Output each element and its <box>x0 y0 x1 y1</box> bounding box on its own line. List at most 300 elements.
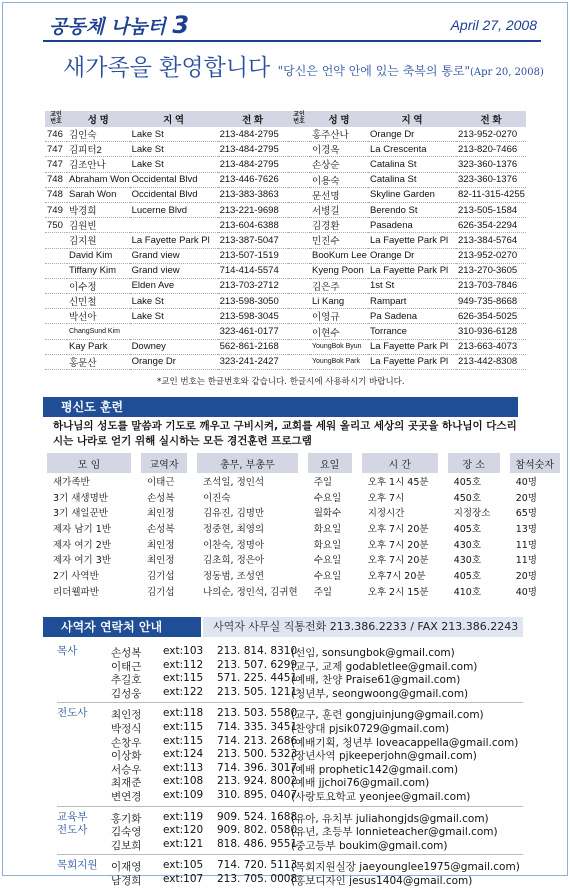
member-name: David Kim <box>67 248 130 263</box>
member-region: Lake St <box>130 309 218 324</box>
training-cell: 최인정 <box>147 539 175 551</box>
staff-role: 목사 <box>57 645 78 657</box>
training-cell: 수요일 <box>313 492 342 504</box>
staff-phone: 213. 507. 6299 <box>217 658 298 671</box>
header-gap <box>298 453 308 473</box>
training-cell: 405호 <box>453 523 481 535</box>
training-row <box>47 489 560 505</box>
staff-ext: ext:118 <box>163 707 204 720</box>
member-phone: 213-598-3050 <box>218 294 288 309</box>
training-cell: 월화수 <box>313 508 342 520</box>
staff-group-divider <box>57 702 523 703</box>
training-cell: 화요일 <box>313 523 342 535</box>
member-region: Pasadena <box>368 218 456 233</box>
member-number <box>288 324 310 339</box>
newcomer-row <box>288 187 526 202</box>
cell-gap <box>352 536 362 552</box>
cell-gap <box>187 567 197 583</box>
newcomer-row <box>288 263 526 278</box>
staff-name: 김숙영 <box>111 826 142 839</box>
staff-phone: 310. 895. 0407 <box>217 789 298 801</box>
training-header-cell: 총무, 부총무 <box>197 453 298 473</box>
training-cell: 김기섭 <box>147 586 175 598</box>
member-name: 홍문산 <box>67 354 130 369</box>
member-phone: 213-446-7626 <box>218 172 288 187</box>
member-region: Catalina St <box>368 172 456 187</box>
cell-gap <box>298 520 308 536</box>
cell-gap <box>298 567 308 583</box>
training-cell: 405호 <box>453 570 481 582</box>
training-cell: 정동범, 조성연 <box>203 570 265 582</box>
member-phone: 213-383-3863 <box>218 187 288 202</box>
newcomer-header-row <box>45 111 288 127</box>
training-cell: 13명 <box>515 523 537 535</box>
training-header-cell: 장 소 <box>448 453 500 473</box>
training-cell: 화요일 <box>313 539 342 551</box>
member-phone: 213-663-4073 <box>456 339 526 354</box>
member-phone: 323-241-2427 <box>218 354 288 369</box>
member-region: 1st St <box>368 278 456 293</box>
member-region: La Fayette Park Pl <box>368 263 456 278</box>
member-region: Lake St <box>130 142 218 157</box>
cell-gap <box>298 536 308 552</box>
member-phone: 626-354-2294 <box>456 218 526 233</box>
newcomer-row <box>45 187 288 202</box>
member-number <box>288 309 310 324</box>
newcomer-row <box>45 157 288 172</box>
newcomer-header-region: 지 역 <box>130 111 218 127</box>
training-cell: 65명 <box>515 508 537 520</box>
staff-note: (예배기획, 청년부 loveacappella@gmail.com) <box>291 736 519 749</box>
member-number: 746 <box>45 127 67 142</box>
training-row <box>47 473 560 489</box>
newcomer-row <box>45 142 288 157</box>
member-region: Grand view <box>130 263 218 278</box>
training-cell: 40명 <box>515 586 537 598</box>
member-name: 박경희 <box>67 202 130 217</box>
training-cell: 조석일, 정인석 <box>203 476 265 488</box>
staff-note: (장년사역 pjkeeperjohn@gmail.com) <box>291 750 477 763</box>
staff-ext: ext:112 <box>163 658 204 671</box>
cell-gap <box>438 567 448 583</box>
staff-role: 전도사 <box>57 707 88 720</box>
staff-phone: 909. 802. 0580 <box>217 824 298 837</box>
training-cell: 오후 7시 <box>367 492 405 504</box>
header-gap <box>131 453 141 473</box>
newcomer-note: *교인 번호는 한글번호와 같습니다. 한글시에 사용하시기 바랍니다. <box>157 377 405 387</box>
newcomer-row <box>45 263 288 278</box>
member-name: YoungBok Byun <box>310 339 368 354</box>
member-name: 신민철 <box>67 294 130 309</box>
staff-name: 남경희 <box>111 875 142 887</box>
cell-gap <box>187 536 197 552</box>
newcomer-row <box>45 127 288 142</box>
cell-gap <box>438 473 448 489</box>
member-name: Abraham Won <box>67 172 130 187</box>
training-cell: 430호 <box>453 555 481 567</box>
member-name: 김인숙 <box>67 127 130 142</box>
member-region: Lake St <box>130 157 218 172</box>
newcomer-row <box>288 339 526 354</box>
cell-gap <box>298 551 308 567</box>
member-phone: 213-598-3045 <box>218 309 288 324</box>
staff-note: (사랑토요학교 yeonjee@gmail.com) <box>291 791 471 803</box>
member-number <box>288 354 310 369</box>
staff-ext: ext:115 <box>163 721 204 733</box>
newcomer-row <box>45 309 288 324</box>
member-number <box>45 233 67 248</box>
member-number <box>45 339 67 354</box>
member-name: 문선명 <box>310 187 368 202</box>
cell-gap <box>500 504 510 520</box>
member-number: 750 <box>45 218 67 233</box>
cell-gap <box>438 583 448 599</box>
staff-phone: 909. 524. 1688 <box>217 810 298 823</box>
newcomer-row <box>288 202 526 217</box>
newcomer-row <box>45 248 288 263</box>
member-region: Orange Dr <box>368 248 456 263</box>
training-row <box>47 520 560 536</box>
newcomer-row <box>288 218 526 233</box>
cell-gap <box>298 473 308 489</box>
staff-phone: 714. 335. 3451 <box>217 721 298 733</box>
cell-gap <box>500 520 510 536</box>
training-cell: 리더웰파반 <box>53 586 99 598</box>
staff-note: (유아, 유치부 juliahongjds@gmail.com) <box>291 812 489 825</box>
cell-gap <box>187 551 197 567</box>
training-header-cell: 모 임 <box>47 453 131 473</box>
page-title: 공동체 나눔터 3 <box>49 11 190 39</box>
member-phone: 323-360-1376 <box>456 172 526 187</box>
member-number <box>45 278 67 293</box>
member-number <box>288 142 310 157</box>
training-section-title: 평신도 훈련 <box>43 397 518 417</box>
training-cell: 제자 여기 2반 <box>53 539 111 551</box>
staff-phone: 571. 225. 4451 <box>217 672 298 685</box>
member-name: 김원빈 <box>67 218 130 233</box>
member-phone: 949-735-8668 <box>456 294 526 309</box>
staff-name: 이재영 <box>111 861 142 874</box>
cell-gap <box>500 567 510 583</box>
staff-name: 변연경 <box>111 791 142 803</box>
training-cell: 김기섭 <box>147 570 175 582</box>
newcomer-header-row <box>288 111 526 127</box>
staff-phone: 213. 924. 8002 <box>217 775 298 788</box>
member-phone: 213-387-5047 <box>218 233 288 248</box>
training-cell: 주일 <box>313 586 333 598</box>
member-phone: 213-384-5764 <box>456 233 526 248</box>
member-region: Pa Sadena <box>368 309 456 324</box>
member-number: 748 <box>45 172 67 187</box>
member-phone: 213-484-2795 <box>218 127 288 142</box>
cell-gap <box>187 520 197 536</box>
newcomer-header-no: 교인 번호 <box>45 111 67 127</box>
training-cell: 오후 7시 20분 <box>367 523 429 535</box>
staff-ext: ext:105 <box>163 859 204 872</box>
training-cell: 오후 7시 20분 <box>367 555 429 567</box>
training-row <box>47 567 560 583</box>
cell-gap <box>500 551 510 567</box>
cell-gap <box>187 473 197 489</box>
welcome-heading: 새가족을 환영합니다 "당신은 언약 안에 있는 축복의 통로"(Apr 20, 2008) <box>63 55 544 81</box>
training-cell: 3기 새생명반 <box>53 492 108 504</box>
training-row <box>47 583 560 599</box>
member-phone: 213-604-6388 <box>218 218 288 233</box>
staff-phone: 213. 500. 5323 <box>217 748 298 761</box>
staff-phone: 213. 705. 0008 <box>217 873 298 885</box>
member-region: Rampart <box>368 294 456 309</box>
member-region: Grand view <box>130 248 218 263</box>
newcomer-row <box>288 248 526 263</box>
member-region: Catalina St <box>368 157 456 172</box>
member-phone: 213-820-7466 <box>456 142 526 157</box>
member-number <box>45 309 67 324</box>
member-name: 박선아 <box>67 309 130 324</box>
cell-gap <box>298 489 308 505</box>
member-phone: 310-936-6128 <box>456 324 526 339</box>
training-cell: 405호 <box>453 476 481 488</box>
staff-note: (예배, 찬양 Praise61@gmail.com) <box>291 674 461 687</box>
training-cell: 손성복 <box>147 492 175 504</box>
member-region: Lake St <box>130 127 218 142</box>
staff-role: 교육부 전도사 <box>57 810 88 837</box>
cell-gap <box>352 504 362 520</box>
staff-note: (목회지원실장 jaeyounglee1975@gmail.com) <box>291 861 520 874</box>
member-name: BooKum Lee <box>310 248 368 263</box>
cell-gap <box>500 489 510 505</box>
member-name: Li Kang <box>310 294 368 309</box>
staff-group-divider <box>57 854 523 855</box>
newcomer-header-no: 교인 번호 <box>288 111 310 127</box>
newcomer-table-right <box>288 111 526 370</box>
staff-note: (청년부, seongwoong@gmail.com) <box>291 687 469 700</box>
member-phone: 213-505-1584 <box>456 202 526 217</box>
staff-ext: ext:108 <box>163 775 204 788</box>
staff-note: (교구, 교제 godabletlee@gmail.com) <box>291 660 478 673</box>
member-phone: 323-461-0177 <box>218 324 288 339</box>
training-header-cell: 교역자 <box>141 453 187 473</box>
training-cell: 11명 <box>515 555 537 567</box>
member-region: La Fayette Park Pl <box>368 233 456 248</box>
staff-name: 김보희 <box>111 839 142 852</box>
training-header-row <box>47 453 560 473</box>
cell-gap <box>187 504 197 520</box>
staff-note: (찬양대 pjsik0729@gmail.com) <box>291 723 450 735</box>
member-region: La Fayette Park Pl <box>368 339 456 354</box>
member-name: Sarah Won <box>67 187 130 202</box>
cell-gap <box>131 520 141 536</box>
member-phone: 562-861-2168 <box>218 339 288 354</box>
member-name: 이수정 <box>67 278 130 293</box>
cell-gap <box>352 520 362 536</box>
newcomer-table-left <box>45 111 288 370</box>
member-phone: 213-703-2712 <box>218 278 288 293</box>
staff-phone: 714. 213. 2686 <box>217 734 298 747</box>
member-name: 김피터2 <box>67 142 130 157</box>
training-cell: 20명 <box>515 570 537 582</box>
member-name: Kay Park <box>67 339 130 354</box>
training-cell: 오후7시 20분 <box>367 570 426 582</box>
training-cell: 최인정 <box>147 508 175 520</box>
member-number <box>288 233 310 248</box>
newcomer-row <box>45 202 288 217</box>
header-gap <box>187 453 197 473</box>
member-name: YoungBok Park <box>310 354 368 369</box>
training-cell: 이진숙 <box>203 492 231 504</box>
newcomer-row <box>45 294 288 309</box>
newcomer-row <box>45 339 288 354</box>
member-region: Berendo St <box>368 202 456 217</box>
staff-note: (중고등부 boukim@gmail.com) <box>291 839 448 852</box>
member-phone: 213-952-0270 <box>456 127 526 142</box>
newcomer-header-phone: 전 화 <box>456 111 526 127</box>
staff-ext: ext:109 <box>163 789 204 801</box>
member-region: La Crescenta <box>368 142 456 157</box>
member-phone: 213-221-9698 <box>218 202 288 217</box>
newcomer-row <box>288 172 526 187</box>
member-number <box>288 157 310 172</box>
staff-note: (예배 jjchoi76@gmail.com) <box>291 777 430 790</box>
office-phone: 사역자 사무실 직통전화 213.386.2233 / FAX 213.386.2243 <box>203 617 523 637</box>
staff-name: 추길호 <box>111 674 142 687</box>
cell-gap <box>187 583 197 599</box>
staff-phone: 818. 486. 9551 <box>217 837 298 850</box>
member-phone: 213-703-7846 <box>456 278 526 293</box>
cell-gap <box>187 489 197 505</box>
member-name: 손상순 <box>310 157 368 172</box>
newcomer-row <box>288 127 526 142</box>
member-number <box>288 127 310 142</box>
cell-gap <box>131 489 141 505</box>
member-number: 747 <box>45 157 67 172</box>
member-name: 민진수 <box>310 233 368 248</box>
staff-name: 최재준 <box>111 777 142 790</box>
member-phone: 323-360-1376 <box>456 157 526 172</box>
member-number <box>288 278 310 293</box>
member-number <box>45 324 67 339</box>
newcomer-row <box>45 218 288 233</box>
member-region: Orange Dr <box>130 354 218 369</box>
staff-name: 박정식 <box>111 723 142 735</box>
cell-gap <box>131 567 141 583</box>
cell-gap <box>352 473 362 489</box>
member-name: 이현수 <box>310 324 368 339</box>
header-gap <box>438 453 448 473</box>
member-number <box>288 339 310 354</box>
training-cell: 나의순, 정인석, 김귀현 <box>203 586 298 598</box>
member-name: 김경환 <box>310 218 368 233</box>
page-header <box>3 3 567 41</box>
training-cell: 430호 <box>453 539 481 551</box>
newcomer-row <box>288 309 526 324</box>
member-number <box>45 263 67 278</box>
training-cell: 20명 <box>515 492 537 504</box>
cell-gap <box>131 583 141 599</box>
member-region: Skyline Garden <box>368 187 456 202</box>
newcomer-header-phone: 전 화 <box>218 111 288 127</box>
welcome-verse: "당신은 언약 안에 있는 축복의 통로" <box>277 64 470 78</box>
member-region: Torrance <box>368 324 456 339</box>
cell-gap <box>500 536 510 552</box>
newcomer-row <box>288 324 526 339</box>
bulletin-page <box>2 2 568 887</box>
staff-ext: ext:124 <box>163 748 204 761</box>
staff-ext: ext:115 <box>163 672 204 685</box>
newcomer-row <box>288 294 526 309</box>
training-cell: 450호 <box>453 492 481 504</box>
member-number: 747 <box>45 142 67 157</box>
member-region: Lake St <box>130 294 218 309</box>
newcomer-header-region: 지 역 <box>368 111 456 127</box>
member-phone: 626-354-5025 <box>456 309 526 324</box>
cell-gap <box>298 504 308 520</box>
training-row <box>47 504 560 520</box>
member-phone: 213-442-8308 <box>456 354 526 369</box>
cell-gap <box>438 520 448 536</box>
staff-note: (유년, 초등부 lonnieteacher@gmail.com) <box>291 826 498 839</box>
cell-gap <box>131 473 141 489</box>
training-cell: 410호 <box>453 586 481 598</box>
training-cell: 이찬숙, 정명아 <box>203 539 265 551</box>
staff-name: 김성웅 <box>111 687 142 700</box>
member-region: Orange Dr <box>368 127 456 142</box>
member-name: 이경옥 <box>310 142 368 157</box>
member-region <box>130 218 218 233</box>
newcomer-row <box>45 233 288 248</box>
training-cell: 최인정 <box>147 555 175 567</box>
staff-role: 목회지원 <box>57 859 98 872</box>
training-cell: 40명 <box>515 476 537 488</box>
training-cell: 3기 새일꾼반 <box>53 508 108 520</box>
welcome-verse-date: (Apr 20, 2008) <box>470 67 544 78</box>
member-number <box>45 248 67 263</box>
cell-gap <box>131 536 141 552</box>
member-number: 748 <box>45 187 67 202</box>
cell-gap <box>352 583 362 599</box>
staff-ext: ext:113 <box>163 761 204 774</box>
newcomer-row <box>45 324 288 339</box>
staff-phone: 213. 503. 5580 <box>217 707 298 720</box>
staff-note: (교구, 훈련 gongjuinjung@gmail.com) <box>291 709 484 722</box>
staff-group-divider <box>57 806 523 807</box>
member-number <box>288 263 310 278</box>
member-number <box>288 248 310 263</box>
newcomer-row <box>288 157 526 172</box>
member-phone: 714-414-5574 <box>218 263 288 278</box>
newcomer-row <box>288 354 526 369</box>
member-phone: 213-484-2795 <box>218 142 288 157</box>
training-table <box>47 453 560 599</box>
member-region: La Fayette Park Pl <box>130 233 218 248</box>
training-cell: 정중현, 최영의 <box>203 523 265 535</box>
training-cell: 김유진, 김명만 <box>203 508 265 520</box>
training-cell: 오후 2시 15분 <box>367 586 429 598</box>
staff-phone: 213. 814. 8310 <box>217 645 298 657</box>
training-header-cell: 시 간 <box>362 453 438 473</box>
member-phone: 82-11-315-4255 <box>456 187 526 202</box>
cell-gap <box>298 583 308 599</box>
training-cell: 손성복 <box>147 523 175 535</box>
header-gap <box>500 453 510 473</box>
staff-note: (선임, sonsungbok@gmail.com) <box>291 647 455 659</box>
cell-gap <box>352 551 362 567</box>
member-region <box>130 324 218 339</box>
training-cell: 2기 사역반 <box>53 570 99 582</box>
member-region: Downey <box>130 339 218 354</box>
training-cell: 새가족반 <box>53 476 90 488</box>
header-gap <box>352 453 362 473</box>
staff-section-title: 사역자 연락처 안내 <box>43 617 201 637</box>
